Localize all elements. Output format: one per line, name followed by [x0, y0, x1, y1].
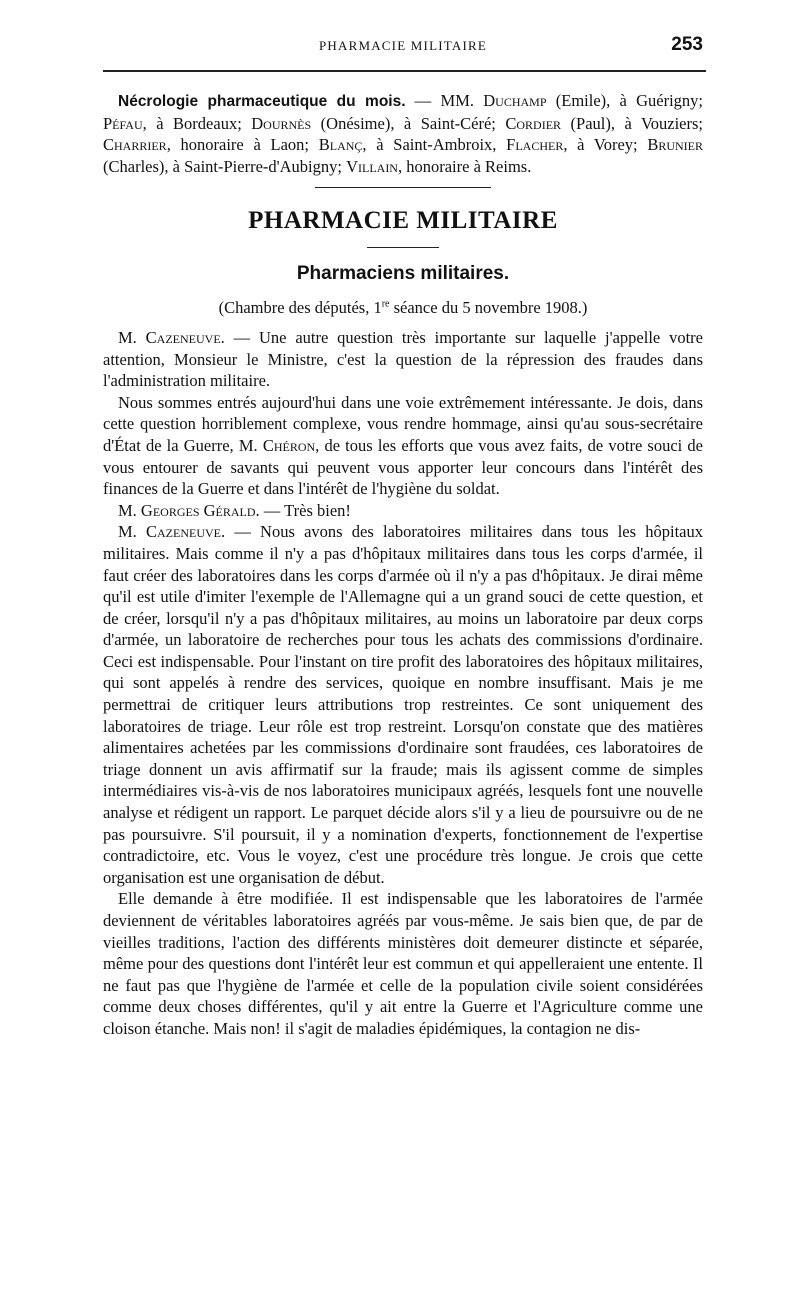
text-run: M. — [118, 522, 146, 542]
text-run: M. — [118, 327, 146, 347]
text-run: (Emile), à Guérigny; — [546, 91, 704, 110]
text-run: séance du 5 novembre 1908.) — [389, 298, 588, 318]
speaker-name: Cazeneuve — [145, 327, 221, 347]
text-run: , de tous les efforts que vous avez faits, de votre souci de vous entourer de savants qui peuvent vous apporter leur concours dans l'intérêt des finances de la Guerre et dans l'intérêt de l'hygiène du soldat. — [103, 435, 703, 499]
paragraph-4 — [103, 521, 703, 888]
person-name: Brunier — [647, 135, 704, 155]
speaker-name: Georges Gérald — [140, 500, 256, 520]
text-run: (Onésime), à Saint-Céré; — [311, 113, 506, 133]
text-run: , honoraire à Laon; — [166, 135, 319, 155]
person-name: Blanç — [318, 135, 363, 155]
page-header — [103, 34, 703, 60]
text-run: Nous sommes entrés aujourd'hui dans une voie extrêmement intéressante. Je dois, dans cette question horriblement complexe, vous rendre hommage, ainsi qu'au sous-secrétaire d'État de la Guerre, M. — [103, 392, 703, 455]
person-name: Cordier — [505, 113, 562, 133]
text-run: . — Très bien! — [255, 500, 351, 520]
title-rule — [367, 247, 439, 248]
text-run: . — Une autre question très importante sur laquelle j'appelle votre attention, Monsieur le Ministre, c'est la question de la répression des fraudes dans l'administration militaire. — [103, 327, 703, 391]
paragraph-5: Elle demande à être modifiée. Il est indispensable que les laboratoires de l'armée deviennent de véritables laboratoires agréés par vous-même. Je sais bien que, de par de vieilles traditions, l'action des différents ministères doit demeurer distincte et séparée, même pour des questions dont l'intérêt leur est commun et qui appelleraient une entente. Il ne faut pas que l'hygiène de l'armée et celle de la population civile soient considérées comme deux choses différentes, qu'il y ait entre la Guerre et l'Agriculture comme une cloison étanche. Mais non! il s'agit de maladies épidémiques, la contagion ne dis- — [103, 889, 703, 1038]
person-name: Villain — [346, 156, 398, 176]
text-run: — MM. — [405, 91, 484, 110]
necrology-lead: Nécrologie pharmaceutique du mois. — [118, 93, 406, 110]
text-run: (Paul), à Vouziers; — [561, 113, 703, 133]
text-run: , honoraire à Reims. — [397, 156, 532, 176]
paragraph-2 — [103, 392, 703, 500]
person-name: Dournès — [251, 113, 312, 133]
text-run: , à Bordeaux; — [142, 113, 252, 133]
text-run: (Charles), à Saint-Pierre-d'Aubigny; — [103, 156, 347, 176]
necrology-paragraph — [103, 90, 703, 177]
person-name: Duchamp — [483, 91, 547, 110]
text-run: . — Nous avons des laboratoires militaires dans tous les hôpitaux militaires. Mais comme il n'y a pas d'hôpitaux militaires dans tous les corps d'armée, il faut créer des laboratoires dans les corps d'armée où il n'y a pas d'hôpitaux. Je dirai même qu'il est utile d'imiter l'exemple de l'Allemagne qui a un grand souci de cette question, et de créer, lorsqu'il n'y a pas d'hôpitaux militaires, au moins un laboratoire par deux corps d'armée, un laboratoire de recherches pour tous les achats des commissions d'ordinaire. Ceci est indispensable. Pour l'instant on tire profit des laboratoires des hôpitaux militaires, qui sont appelés à rendre des services, quoique en nombre insuffisant. Mais je me permettrai de critiquer leurs attributions trop restreintes. Ce sont uniquement des laboratoires de triage. Leur rôle est trop restreint. Lorsqu'on constate que des matières alimentaires achetées par les commissions d'ordinaire sont fraudées, ces laboratoires de triage donnent un avis affirmatif sur la fraude; mais ils agissent comme de simples intermédiaires vis-à-vis de nos laboratoires municipaux agréés, lesquels font une nouvelle analyse et rédigent un rapport. Le parquet décide alors s'il y a lieu de poursuivre ou de ne pas poursuivre. S'il poursuit, il y a nomination d'experts, fonctionnement de l'expertise contradictoire, etc. Vous le voyez, c'est une procédure très longue. Je crois que cette organisation est une organisation de début. — [103, 522, 703, 887]
paragraph-3 — [103, 500, 703, 522]
text-run: , à Vorey; — [563, 135, 648, 155]
paragraph-1 — [103, 327, 703, 392]
separator-rule — [315, 187, 491, 188]
person-name: Chéron — [262, 435, 316, 455]
speaker-name: Cazeneuve — [146, 522, 221, 542]
text-run: (Chambre des députés, 1 — [218, 298, 382, 318]
superscript: re — [381, 298, 390, 310]
session-note — [103, 297, 703, 319]
text-run: M. — [118, 500, 141, 520]
body-text — [103, 90, 703, 1040]
text-run: , à Saint-Ambroix, — [362, 135, 507, 155]
person-name: Charrier — [103, 135, 167, 155]
page-number: 253 — [671, 34, 703, 55]
subsection-title: Pharmaciens militaires. — [296, 263, 510, 285]
running-title: PHARMACIE MILITAIRE — [318, 38, 487, 53]
person-name: Péfau — [103, 113, 143, 133]
header-rule — [103, 70, 706, 72]
person-name: Flacher — [506, 135, 564, 155]
section-title: PHARMACIE MILITAIRE — [248, 207, 558, 235]
